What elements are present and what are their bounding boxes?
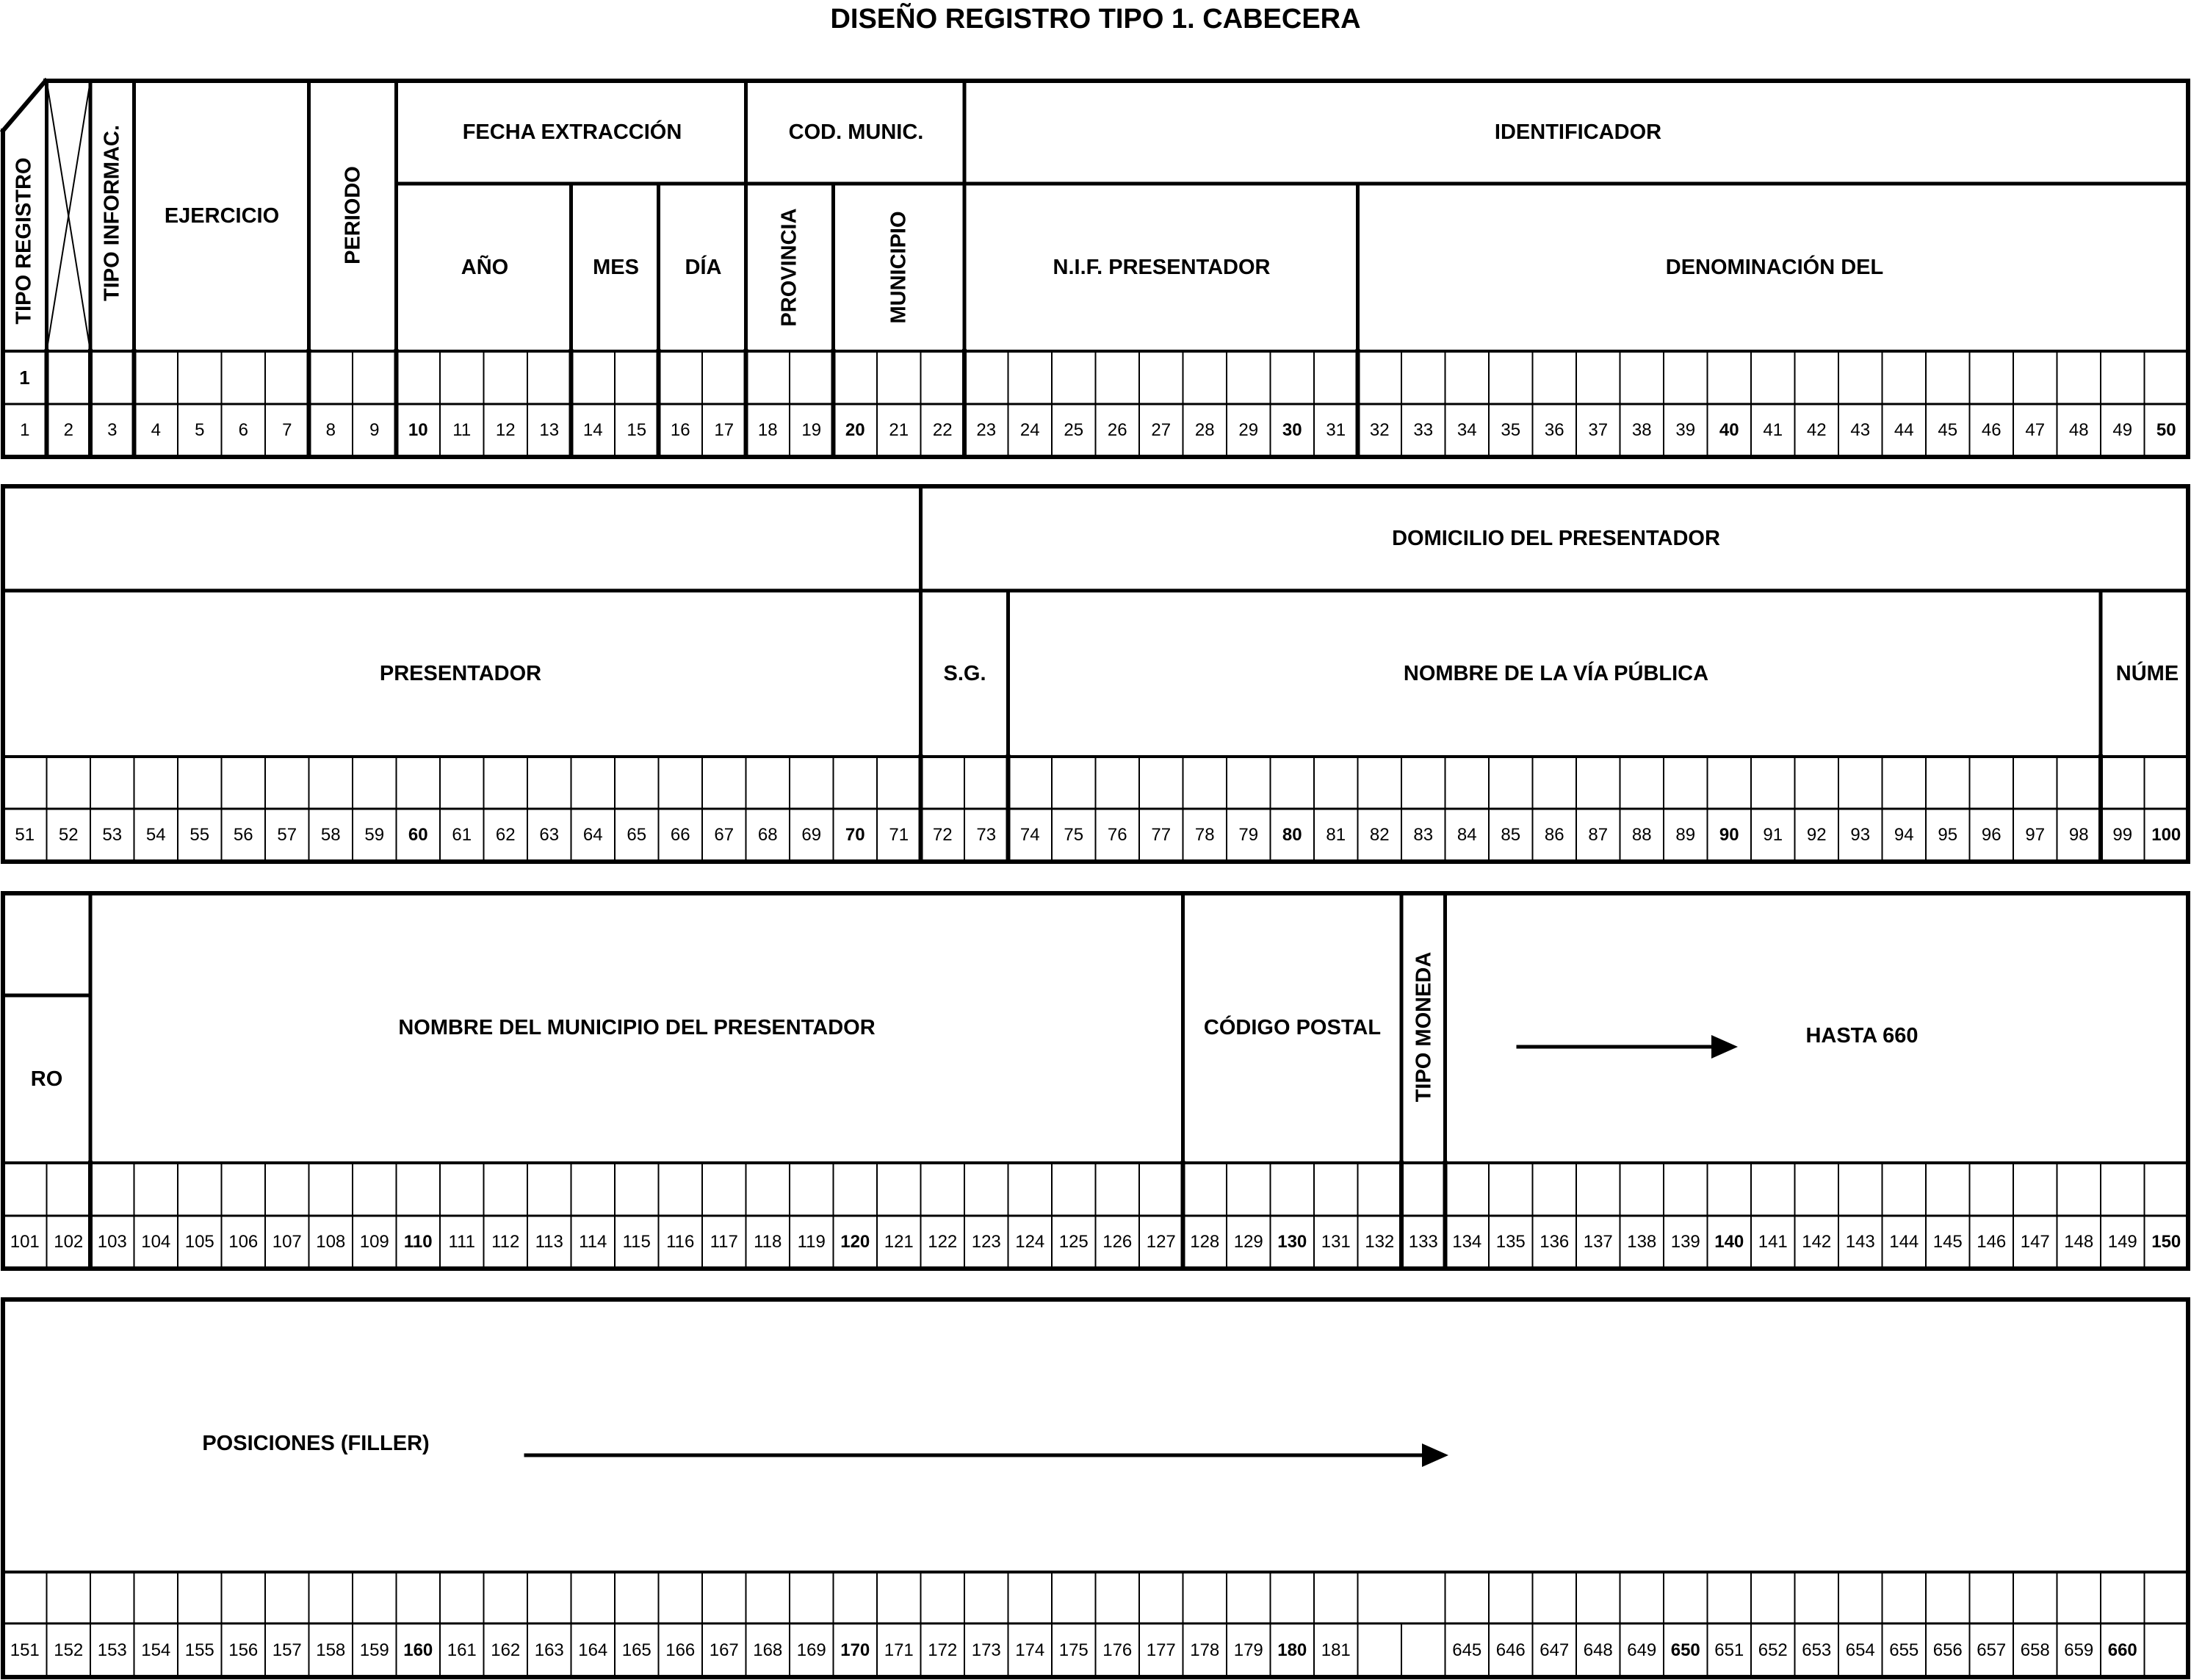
position-number: 21 bbox=[889, 420, 909, 440]
numero-label: NÚME bbox=[2115, 661, 2179, 685]
position-number: 126 bbox=[1102, 1232, 1133, 1252]
position-number: 8 bbox=[325, 420, 336, 440]
position-number: 53 bbox=[102, 825, 123, 845]
position-number: 19 bbox=[801, 420, 822, 440]
position-number: 152 bbox=[54, 1640, 84, 1660]
position-number: 42 bbox=[1806, 420, 1827, 440]
position-number: 64 bbox=[582, 825, 603, 845]
position-number: 17 bbox=[714, 420, 734, 440]
position-number: 123 bbox=[971, 1232, 1001, 1252]
numero-continued-label: RO bbox=[30, 1067, 63, 1091]
position-number: 173 bbox=[971, 1640, 1001, 1660]
position-number: 645 bbox=[1452, 1640, 1482, 1660]
position-number: 68 bbox=[757, 825, 778, 845]
position-number: 26 bbox=[1107, 420, 1127, 440]
position-number: 179 bbox=[1233, 1640, 1263, 1660]
position-number: 79 bbox=[1238, 825, 1259, 845]
position-number: 82 bbox=[1369, 825, 1390, 845]
position-number: 61 bbox=[452, 825, 472, 845]
identificador-label: IDENTIFICADOR bbox=[1494, 120, 1662, 144]
position-number: 176 bbox=[1102, 1640, 1133, 1660]
position-number: 60 bbox=[408, 825, 428, 845]
position-number: 105 bbox=[184, 1232, 214, 1252]
position-number: 23 bbox=[976, 420, 997, 440]
position-number: 167 bbox=[709, 1640, 739, 1660]
position-number: 138 bbox=[1627, 1232, 1657, 1252]
position-number: 150 bbox=[2151, 1232, 2181, 1252]
position-number: 10 bbox=[408, 420, 428, 440]
position-number: 77 bbox=[1151, 825, 1172, 845]
position-number: 111 bbox=[448, 1232, 475, 1252]
position-number: 56 bbox=[233, 825, 253, 845]
position-number: 656 bbox=[1932, 1640, 1963, 1660]
position-number: 157 bbox=[272, 1640, 302, 1660]
position-number: 88 bbox=[1631, 825, 1652, 845]
presentador-label: PRESENTADOR bbox=[379, 661, 542, 685]
position-number: 181 bbox=[1321, 1640, 1351, 1660]
filler-arrow-head bbox=[1422, 1443, 1448, 1467]
position-number bbox=[1358, 1623, 1402, 1677]
position-number: 144 bbox=[1889, 1232, 1919, 1252]
position-number: 85 bbox=[1501, 825, 1521, 845]
position-number: 129 bbox=[1233, 1232, 1263, 1252]
position-number: 101 bbox=[10, 1232, 40, 1252]
position-number: 46 bbox=[1981, 420, 2002, 440]
position-number: 84 bbox=[1457, 825, 1477, 845]
position-number: 93 bbox=[1850, 825, 1871, 845]
position-number: 171 bbox=[884, 1640, 914, 1660]
position-number: 45 bbox=[1938, 420, 1958, 440]
cod-munic-label: COD. MUNIC. bbox=[788, 120, 924, 144]
position-number: 166 bbox=[665, 1640, 696, 1660]
position-number: 155 bbox=[184, 1640, 214, 1660]
position-number: 92 bbox=[1806, 825, 1827, 845]
position-number: 65 bbox=[627, 825, 647, 845]
sg-label: S.G. bbox=[943, 661, 986, 685]
position-number: 43 bbox=[1850, 420, 1871, 440]
position-number: 31 bbox=[1326, 420, 1346, 440]
position-number: 120 bbox=[840, 1232, 870, 1252]
nombre-municipio-presentador-label: NOMBRE DEL MUNICIPIO DEL PRESENTADOR bbox=[398, 1016, 876, 1039]
position-number: 132 bbox=[1365, 1232, 1395, 1252]
position-number: 135 bbox=[1495, 1232, 1526, 1252]
position-number: 652 bbox=[1758, 1640, 1788, 1660]
position-number: 116 bbox=[666, 1232, 695, 1252]
position-number: 653 bbox=[1802, 1640, 1832, 1660]
position-number: 15 bbox=[627, 420, 647, 440]
position-number: 142 bbox=[1802, 1232, 1832, 1252]
tipo-informac-label: TIPO INFORMAC. bbox=[100, 124, 124, 302]
position-number: 134 bbox=[1452, 1232, 1482, 1252]
position-number: 37 bbox=[1588, 420, 1609, 440]
position-number: 4 bbox=[151, 420, 161, 440]
position-number: 49 bbox=[2112, 420, 2133, 440]
position-number: 12 bbox=[495, 420, 516, 440]
position-number: 94 bbox=[1894, 825, 1914, 845]
position-number: 27 bbox=[1151, 420, 1172, 440]
tipo-registro-value: 1 bbox=[19, 366, 30, 389]
position-number: 146 bbox=[1977, 1232, 2007, 1252]
position-number: 655 bbox=[1889, 1640, 1919, 1660]
position-number: 83 bbox=[1413, 825, 1434, 845]
position-number: 102 bbox=[54, 1232, 84, 1252]
position-number: 2 bbox=[63, 420, 73, 440]
position-number: 156 bbox=[228, 1640, 259, 1660]
municipio-label: MUNICIPIO bbox=[887, 211, 911, 324]
position-number: 50 bbox=[2156, 420, 2176, 440]
position-number: 47 bbox=[2025, 420, 2046, 440]
position-number: 106 bbox=[228, 1232, 259, 1252]
position-number: 34 bbox=[1457, 420, 1477, 440]
position-number: 139 bbox=[1670, 1232, 1700, 1252]
position-number: 654 bbox=[1845, 1640, 1875, 1660]
dia-label: DÍA bbox=[685, 255, 722, 279]
position-number bbox=[1401, 1623, 1445, 1677]
position-number: 136 bbox=[1540, 1232, 1570, 1252]
position-number: 97 bbox=[2025, 825, 2046, 845]
position-number: 659 bbox=[2064, 1640, 2094, 1660]
position-number: 657 bbox=[1977, 1640, 2007, 1660]
position-number: 646 bbox=[1495, 1640, 1526, 1660]
position-number: 648 bbox=[1583, 1640, 1613, 1660]
position-number: 119 bbox=[797, 1232, 826, 1252]
denominacion-label: DENOMINACIÓN DEL bbox=[1665, 255, 1884, 279]
position-number: 24 bbox=[1019, 420, 1040, 440]
position-number: 127 bbox=[1146, 1232, 1176, 1252]
position-number: 151 bbox=[10, 1640, 40, 1660]
position-number: 148 bbox=[2064, 1232, 2094, 1252]
position-number: 130 bbox=[1277, 1232, 1307, 1252]
position-number: 104 bbox=[141, 1232, 171, 1252]
posiciones-filler-label: POSICIONES (FILLER) bbox=[202, 1431, 430, 1455]
position-number: 141 bbox=[1758, 1232, 1788, 1252]
position-number: 52 bbox=[58, 825, 79, 845]
position-number: 62 bbox=[495, 825, 516, 845]
position-number: 660 bbox=[2107, 1640, 2137, 1660]
position-number: 124 bbox=[1015, 1232, 1045, 1252]
position-number: 170 bbox=[840, 1640, 870, 1660]
position-number: 177 bbox=[1146, 1640, 1176, 1660]
position-number: 70 bbox=[845, 825, 865, 845]
ano-label: AÑO bbox=[461, 255, 509, 279]
nif-presentador-label: N.I.F. PRESENTADOR bbox=[1053, 255, 1271, 279]
position-number: 51 bbox=[15, 825, 35, 845]
position-number: 153 bbox=[97, 1640, 127, 1660]
position-number: 29 bbox=[1238, 420, 1259, 440]
position-number: 649 bbox=[1627, 1640, 1657, 1660]
position-number: 137 bbox=[1583, 1232, 1613, 1252]
ejercicio-label: EJERCICIO bbox=[164, 203, 280, 228]
position-number: 38 bbox=[1631, 420, 1652, 440]
position-number: 25 bbox=[1064, 420, 1084, 440]
domicilio-presentador-label: DOMICILIO DEL PRESENTADOR bbox=[1392, 526, 1720, 550]
position-number: 36 bbox=[1544, 420, 1564, 440]
position-number: 168 bbox=[753, 1640, 783, 1660]
position-number: 13 bbox=[539, 420, 560, 440]
provincia-label: PROVINCIA bbox=[777, 208, 801, 327]
codigo-postal-label: CÓDIGO POSTAL bbox=[1203, 1016, 1382, 1039]
position-number: 651 bbox=[1714, 1640, 1744, 1660]
corner-diagonal bbox=[3, 81, 46, 131]
position-number: 100 bbox=[2151, 825, 2181, 845]
position-number: 117 bbox=[710, 1232, 738, 1252]
position-number: 158 bbox=[316, 1640, 346, 1660]
position-number: 169 bbox=[796, 1640, 826, 1660]
position-number: 175 bbox=[1058, 1640, 1089, 1660]
position-number: 80 bbox=[1282, 825, 1302, 845]
position-number: 76 bbox=[1107, 825, 1127, 845]
position-number: 165 bbox=[621, 1640, 651, 1660]
position-number: 128 bbox=[1190, 1232, 1220, 1252]
position-number: 57 bbox=[277, 825, 297, 845]
position-number: 39 bbox=[1675, 420, 1696, 440]
position-number: 178 bbox=[1190, 1640, 1220, 1660]
position-number: 69 bbox=[801, 825, 822, 845]
position-number: 103 bbox=[97, 1232, 127, 1252]
position-number: 55 bbox=[189, 825, 210, 845]
position-number: 112 bbox=[491, 1232, 520, 1252]
position-number: 7 bbox=[282, 420, 292, 440]
position-number: 154 bbox=[141, 1640, 171, 1660]
position-number: 44 bbox=[1894, 420, 1914, 440]
position-number: 145 bbox=[1932, 1232, 1963, 1252]
position-number: 67 bbox=[714, 825, 734, 845]
position-number: 180 bbox=[1277, 1640, 1307, 1660]
position-number: 20 bbox=[845, 420, 865, 440]
periodo-label: PERIODO bbox=[341, 166, 365, 264]
position-number: 118 bbox=[754, 1232, 782, 1252]
position-number: 5 bbox=[195, 420, 205, 440]
position-number: 114 bbox=[579, 1232, 607, 1252]
position-number: 121 bbox=[884, 1232, 914, 1252]
position-number: 14 bbox=[582, 420, 603, 440]
fecha-extraccion-label: FECHA EXTRACCIÓN bbox=[462, 120, 682, 144]
position-number: 125 bbox=[1058, 1232, 1089, 1252]
position-number: 95 bbox=[1938, 825, 1958, 845]
tipo-registro-label: TIPO REGISTRO bbox=[12, 157, 36, 325]
position-number: 161 bbox=[447, 1640, 477, 1660]
position-number: 63 bbox=[539, 825, 560, 845]
position-number: 147 bbox=[2020, 1232, 2050, 1252]
position-number: 131 bbox=[1321, 1232, 1351, 1252]
position-number: 6 bbox=[238, 420, 248, 440]
position-number: 86 bbox=[1544, 825, 1564, 845]
position-number: 140 bbox=[1714, 1232, 1744, 1252]
position-number: 87 bbox=[1588, 825, 1609, 845]
position-number: 78 bbox=[1194, 825, 1215, 845]
position-number: 11 bbox=[452, 420, 472, 440]
hasta-arrow-head bbox=[1711, 1035, 1738, 1059]
position-number: 54 bbox=[145, 825, 166, 845]
position-number: 32 bbox=[1369, 420, 1390, 440]
position-number: 75 bbox=[1064, 825, 1084, 845]
position-number: 149 bbox=[2107, 1232, 2137, 1252]
nombre-via-publica-label: NOMBRE DE LA VÍA PÚBLICA bbox=[1403, 661, 1709, 685]
position-number: 40 bbox=[1719, 420, 1739, 440]
mes-label: MES bbox=[593, 255, 639, 279]
position-number: 658 bbox=[2020, 1640, 2050, 1660]
position-number: 96 bbox=[1981, 825, 2002, 845]
position-number: 174 bbox=[1015, 1640, 1045, 1660]
tipo-moneda-label: TIPO MONEDA bbox=[1412, 951, 1436, 1103]
position-number: 108 bbox=[316, 1232, 346, 1252]
position-number: 48 bbox=[2068, 420, 2089, 440]
position-number: 98 bbox=[2068, 825, 2089, 845]
position-number: 35 bbox=[1501, 420, 1521, 440]
position-number: 647 bbox=[1540, 1640, 1570, 1660]
hasta-660-label: HASTA 660 bbox=[1805, 1023, 1919, 1048]
position-number: 650 bbox=[1670, 1640, 1700, 1660]
position-number: 72 bbox=[932, 825, 953, 845]
position-number: 73 bbox=[976, 825, 997, 845]
position-number: 74 bbox=[1019, 825, 1040, 845]
position-number: 172 bbox=[928, 1640, 958, 1660]
position-number: 71 bbox=[889, 825, 909, 845]
position-number: 143 bbox=[1845, 1232, 1875, 1252]
position-number: 58 bbox=[320, 825, 341, 845]
position-number: 107 bbox=[272, 1232, 302, 1252]
position-number: 110 bbox=[403, 1232, 433, 1252]
position-number: 164 bbox=[578, 1640, 608, 1660]
position-number: 33 bbox=[1413, 420, 1434, 440]
position-number: 30 bbox=[1282, 420, 1302, 440]
position-number: 81 bbox=[1326, 825, 1346, 845]
position-number: 163 bbox=[534, 1640, 564, 1660]
position-number: 90 bbox=[1719, 825, 1739, 845]
position-number: 16 bbox=[670, 420, 690, 440]
position-number: 22 bbox=[932, 420, 953, 440]
position-number: 160 bbox=[403, 1640, 433, 1660]
position-number: 115 bbox=[622, 1232, 651, 1252]
position-number: 109 bbox=[359, 1232, 389, 1252]
position-number: 9 bbox=[369, 420, 380, 440]
position-number: 1 bbox=[20, 420, 30, 440]
position-number: 3 bbox=[107, 420, 118, 440]
position-number: 66 bbox=[670, 825, 690, 845]
position-number: 28 bbox=[1194, 420, 1215, 440]
position-number: 159 bbox=[359, 1640, 389, 1660]
position-number: 59 bbox=[364, 825, 385, 845]
position-number: 18 bbox=[757, 420, 778, 440]
position-number: 113 bbox=[535, 1232, 563, 1252]
position-number: 122 bbox=[928, 1232, 958, 1252]
position-number: 133 bbox=[1408, 1232, 1438, 1252]
position-number: 99 bbox=[2112, 825, 2133, 845]
position-number: 41 bbox=[1763, 420, 1783, 440]
position-number: 162 bbox=[491, 1640, 521, 1660]
position-number: 91 bbox=[1763, 825, 1783, 845]
page-title: DISEÑO REGISTRO TIPO 1. CABECERA bbox=[830, 4, 1361, 35]
position-number: 89 bbox=[1675, 825, 1696, 845]
